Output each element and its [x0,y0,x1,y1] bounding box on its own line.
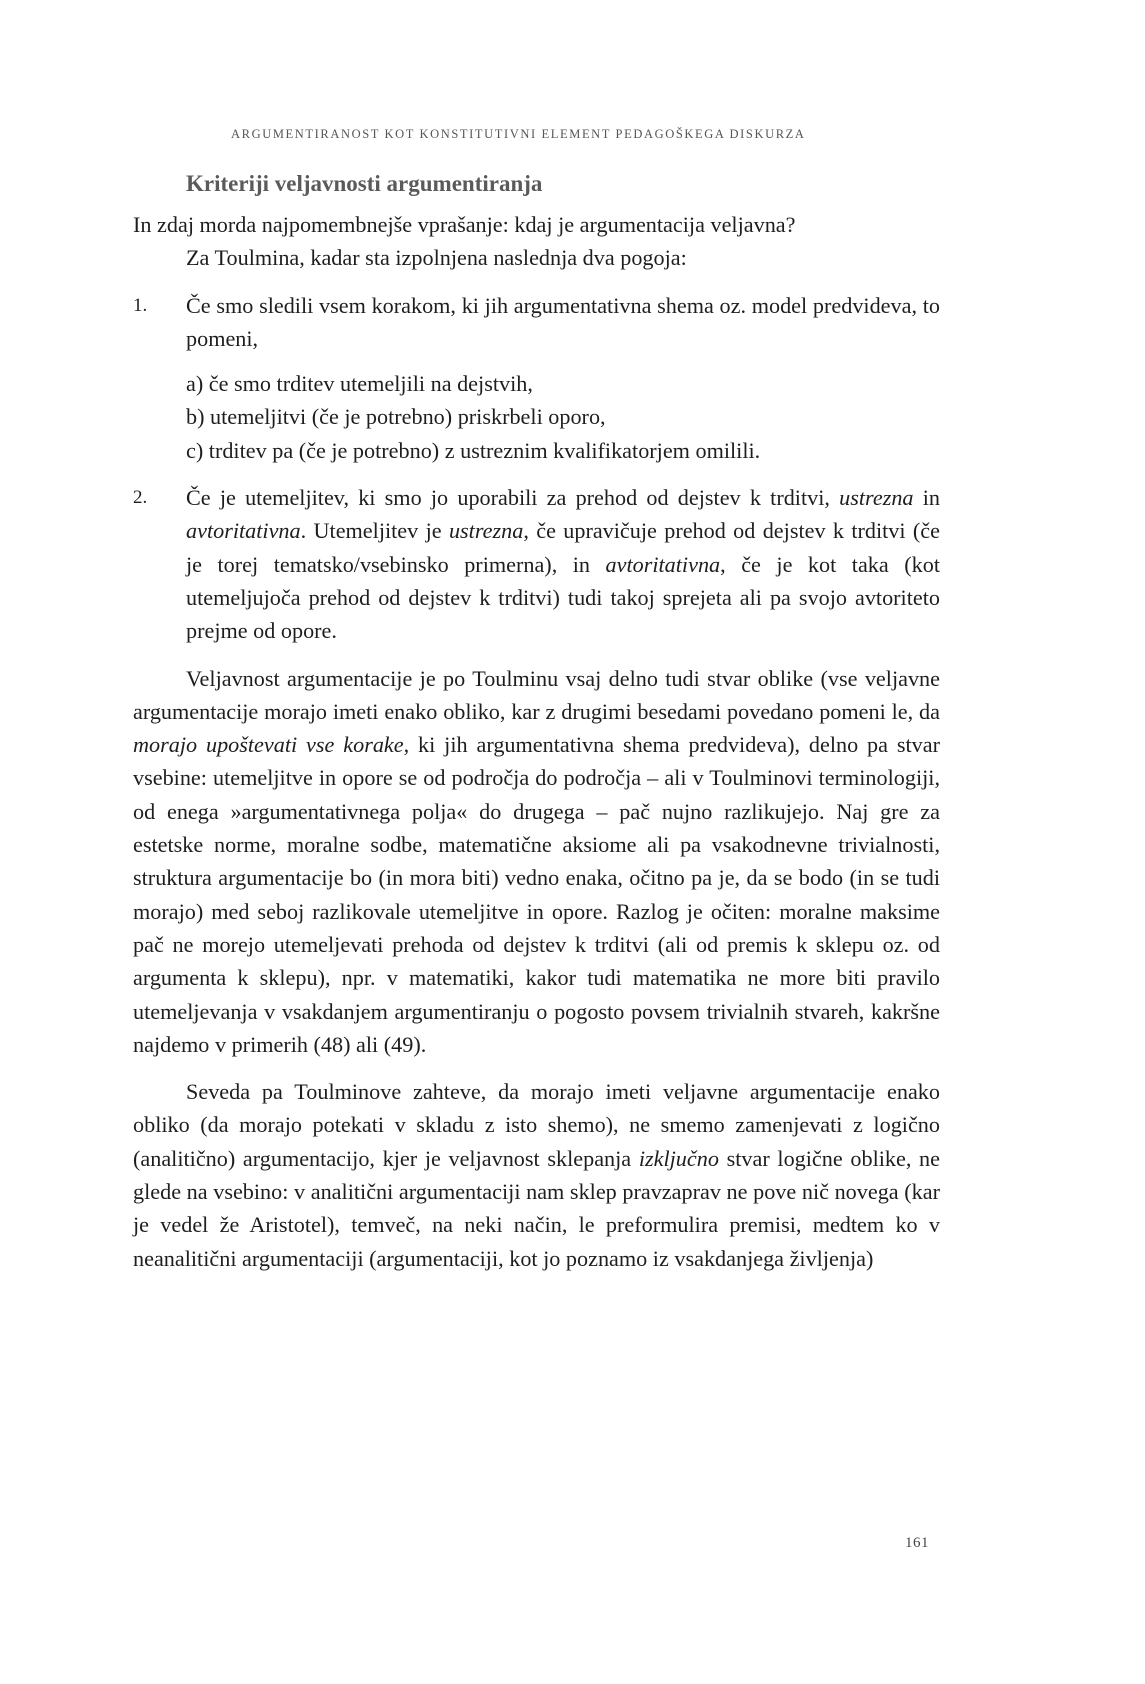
list-item-1 [133,289,940,356]
body-text [133,208,940,1275]
text-run: Veljavnost argumentacije je po Toulminu vsaj delno tudi stvar oblike (vse veljavne argumentacije morajo imeti enako obliko, kar z drugimi besedami povedano pomeni le, da [133,665,940,724]
intro-line-1: In zdaj morda najpomembnejše vprašanje: kdaj je argumentacija veljavna? [133,212,796,237]
list-number: 2. [133,487,148,509]
sub-item-a: a) če smo trditev utemeljili na dejstvih, [186,371,533,397]
emphasis-text: izključno [638,1145,719,1171]
text-run: , ki jih argumentativna shema predvideva), delno pa stvar vsebine: utemeljitve in opore se od področja do področja – ali v Toulminovi terminologiji, od enega »argumentativnega polja« do drugega – pač nujno razlikujejo. Naj gre za estetske norme, moralne sodbe, matematične aksiome ali pa vsakodnevne trivialnosti, struktura argumentacije bo (in mora biti) vedno enaka, očitno pa je, da se bodo (in se tudi morajo) med seboj razlikovale utemeljitve in opore. Razlog je očiten: moralne maksime pač ne morejo utemeljevati prehoda od dejstev k trditvi (ali od premis k sklepu oz. od argumenta k sklepu), npr. v matematiki, kakor tudi matematika ne more biti pravilo utemeljevanja v vsakdanjem argumentiranju o pogosto povsem trivialnih stvareh, kakršne najdemo v primerih (48) ali (49). [133,732,940,1057]
intro-line-2: Za Toulmina, kadar sta izpolnjena naslednja dva pogoja: [186,245,687,271]
text-run: stvar logične oblike, ne glede na vsebino: v analitični argumentaciji nam sklep pravzaprav ne pove nič novega (kar je vedel že Aristotel), temveč, na neki način, le preformulira premisi, medtem ko v neanalitični argumentaciji (argumentaciji, kot jo poznamo iz vsakdanjega življenja) [133,1145,940,1271]
page-number: 161 [905,1535,929,1551]
text-run: Seveda pa Toulminove zahteve, da morajo imeti veljavne argumentacije enako obliko (da morajo potekati v skladu z isto shemo), ne smemo zamenjevati z logično (analitično) argumentacijo, kjer je veljavnost sklepanja [133,1079,940,1171]
paragraph [133,662,940,1062]
sub-item-c: c) trditev pa (če je potrebno) z ustreznim kvalifikatorjem omilili. [186,437,761,463]
list-item-2 [133,481,940,647]
section-heading: Kriteriji veljavnosti argumentiranja [186,171,543,196]
emphasis-text: ustrezna [839,485,914,511]
paragraph [133,1075,940,1275]
emphasis-text: ustrezna [448,518,524,544]
list-number: 1. [133,294,148,316]
text-run: . Utemeljitev je [300,518,449,544]
emphasis-text: avtoritativna [605,551,721,577]
running-head: ARGUMENTIRANOST KOT KONSTITUTIVNI ELEMENT PEDAGOŠKEGA DISKURZA [231,127,806,141]
text-run: Če je utemeljitev, ki smo jo uporabili za prehod od dejstev k trditvi, [186,485,840,511]
text-run: , če je kot taka (kot utemeljujoča prehod od dejstev k trditvi) tudi takoj sprejeta ali pa svojo avtoriteto prejme od opore. [186,551,940,644]
text-run: , če upravičuje prehod od dejstev k trditvi (če je torej tematsko/vsebinsko primerna), in [186,518,940,577]
emphasis-text: morajo upoštevati vse korake [133,732,404,758]
list-item-text [186,481,940,647]
sub-item-b: b) utemeljitvi (če je potrebno) priskrbeli oporo, [186,404,606,430]
emphasis-text: avtoritativna [186,518,301,544]
list-item-text: Če smo sledili vsem korakom, ki jih argumentativna shema oz. model predvideva, to pomeni, [186,292,940,351]
text-run: in [913,485,940,511]
